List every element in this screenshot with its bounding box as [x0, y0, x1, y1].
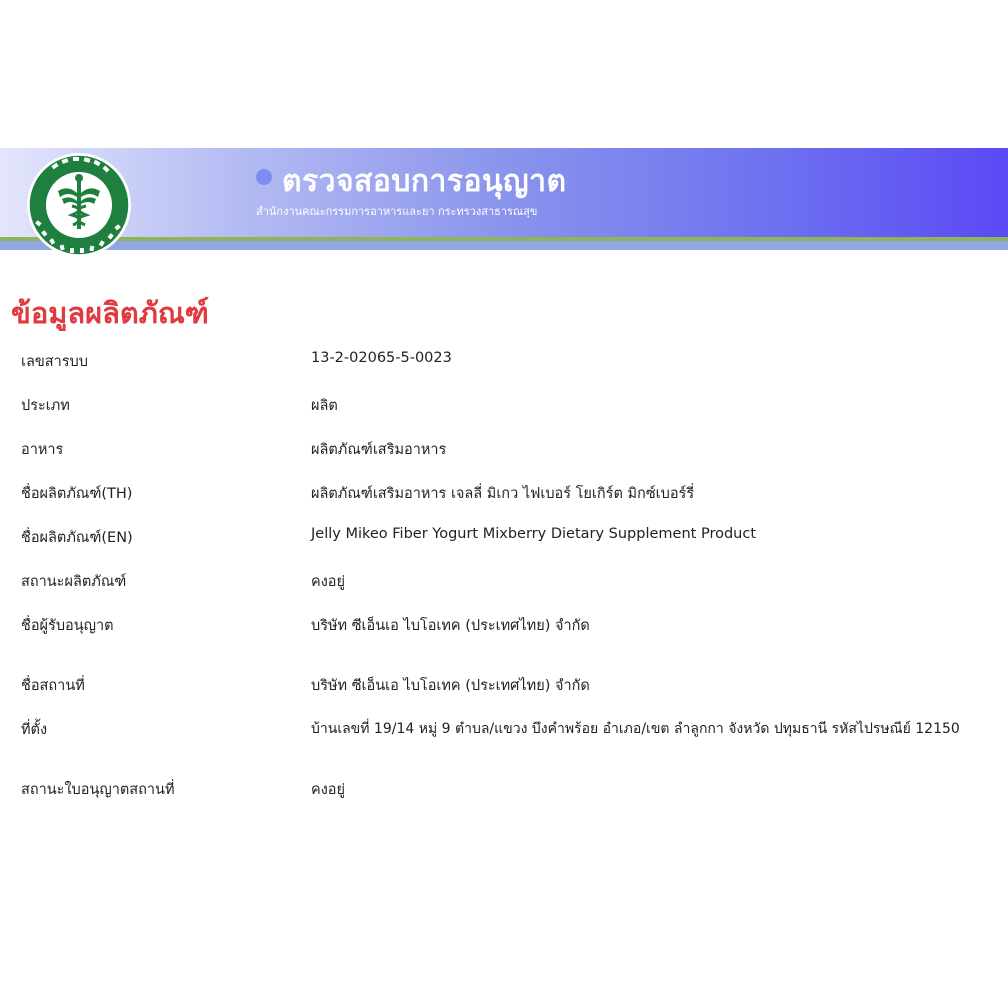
- row-value: ผลิตภัณฑ์เสริมอาหาร เจลลี่ มิเกว ไฟเบอร์ โยเกิร์ต มิกซ์เบอร์รี่: [311, 486, 695, 502]
- row-label: สถานะใบอนุญาตสถานที่: [21, 782, 175, 798]
- section-title: ข้อมูลผลิตภัณฑ์: [11, 296, 209, 330]
- row-label: สถานะผลิตภัณฑ์: [21, 574, 127, 590]
- info-row-premises-name: [0, 674, 1008, 698]
- row-value: คงอยู่: [311, 782, 345, 798]
- row-label: ที่ตั้ง: [21, 722, 48, 738]
- row-value: ผลิต: [311, 398, 338, 414]
- row-label: เลขสารบบ: [21, 354, 88, 370]
- row-value: บ้านเลขที่ 19/14 หมู่ 9 ตำบล/แขวง บึงคำพร้อย อำเภอ/เขต ลำลูกกา จังหวัด ปทุมธานี รหัสไปรษณีย์ 12150: [311, 721, 960, 737]
- info-row-food: [0, 438, 1008, 462]
- info-row-registration-number: [0, 350, 1008, 374]
- row-value: บริษัท ซีเอ็นเอ ไบโอเทค (ประเทศไทย) จำกัด: [311, 678, 590, 694]
- row-label: อาหาร: [21, 442, 64, 458]
- info-row-product-status: [0, 570, 1008, 594]
- info-row-type: [0, 394, 1008, 418]
- row-label: ประเภท: [21, 398, 70, 414]
- page-title: ตรวจสอบการอนุญาต: [282, 164, 567, 199]
- row-value: Jelly Mikeo Fiber Yogurt Mixberry Dietary Supplement Product: [311, 526, 757, 542]
- ministry-seal-logo: [22, 151, 136, 259]
- info-row-licensee: [0, 614, 1008, 638]
- header-divider-blue: [0, 241, 1008, 250]
- row-label: ชื่อผลิตภัณฑ์(EN): [21, 530, 133, 546]
- info-row-product-name-th: [0, 482, 1008, 506]
- page-subtitle: สำนักงานคณะกรรมการอาหารและยา กระทรวงสาธารณสุข: [256, 205, 538, 218]
- info-row-product-name-en: [0, 526, 1008, 550]
- circle-bullet-icon: [256, 169, 272, 185]
- row-label: ชื่อผลิตภัณฑ์(TH): [21, 486, 133, 502]
- row-value: บริษัท ซีเอ็นเอ ไบโอเทค (ประเทศไทย) จำกัด: [311, 618, 590, 634]
- info-row-address: [0, 718, 1008, 742]
- row-value: 13-2-02065-5-0023: [311, 350, 452, 366]
- row-value: ผลิตภัณฑ์เสริมอาหาร: [311, 442, 447, 458]
- row-label: ชื่อสถานที่: [21, 678, 85, 694]
- row-label: ชื่อผู้รับอนุญาต: [21, 618, 114, 634]
- row-value: คงอยู่: [311, 574, 345, 590]
- info-row-premises-license-status: [0, 778, 1008, 802]
